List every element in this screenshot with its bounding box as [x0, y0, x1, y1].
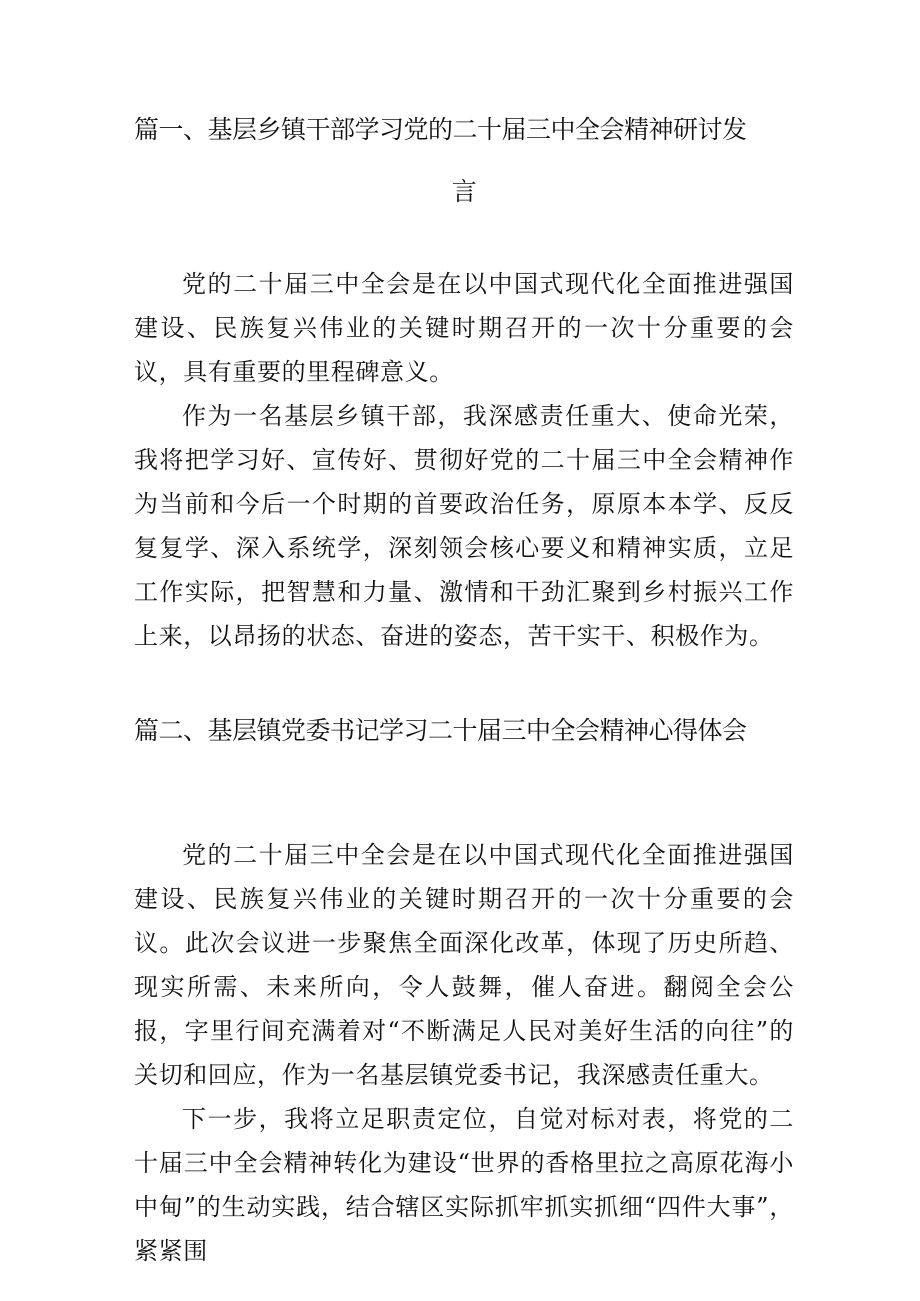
section-1-heading [134, 99, 794, 223]
section-1-heading-line-2: 言 [451, 177, 477, 206]
section-1-paragraph-2: 作为一名基层乡镇干部，我深感责任重大、使命光荣，我将把学习好、宣传好、贯彻好党的二十届三中全会精神作为当前和今后一个时期的首要政治任务，原原本本学、反反复复学、深入系统学，深刻领会核心要义和精神实质，立足工作实际，把智慧和力量、激情和干劲汇聚到乡村振兴工作上来，以昂扬的状态、奋进的姿态，苦干实干、积极作为。 [134, 402, 794, 650]
section-2-paragraph-1: 党的二十届三中全会是在以中国式现代化全面推进强国建设、民族复兴伟业的关键时期召开的一次十分重要的会议。此次会议进一步聚焦全面深化改革，体现了历史所趋、现实所需、未来所向，令人鼓舞，催人奋进。翻阅全会公报，字里行间充满着对“不断满足人民对美好生活的向往”的关切和回应，作为一名基层镇党委书记，我深感责任重大。 [134, 841, 794, 1089]
section-2-heading [134, 700, 794, 762]
section-2-heading-line-1: 篇二、基层镇党委书记学习二十届三中全会精神心得体会 [134, 716, 747, 745]
section-2-paragraph-2: 下一步，我将立足职责定位，自觉对标对表，将党的二十届三中全会精神转化为建设“世界的香格里拉之高原花海小中甸”的生动实践，结合辖区实际抓牢抓实抓细“四件大事”，紧紧围 [134, 1105, 794, 1265]
section-1-heading-line-1: 篇一、基层乡镇干部学习党的二十届三中全会精神研讨发 [134, 115, 747, 144]
section-1-paragraph-1: 党的二十届三中全会是在以中国式现代化全面推进强国建设、民族复兴伟业的关键时期召开的一次十分重要的会议，具有重要的里程碑意义。 [134, 270, 794, 386]
